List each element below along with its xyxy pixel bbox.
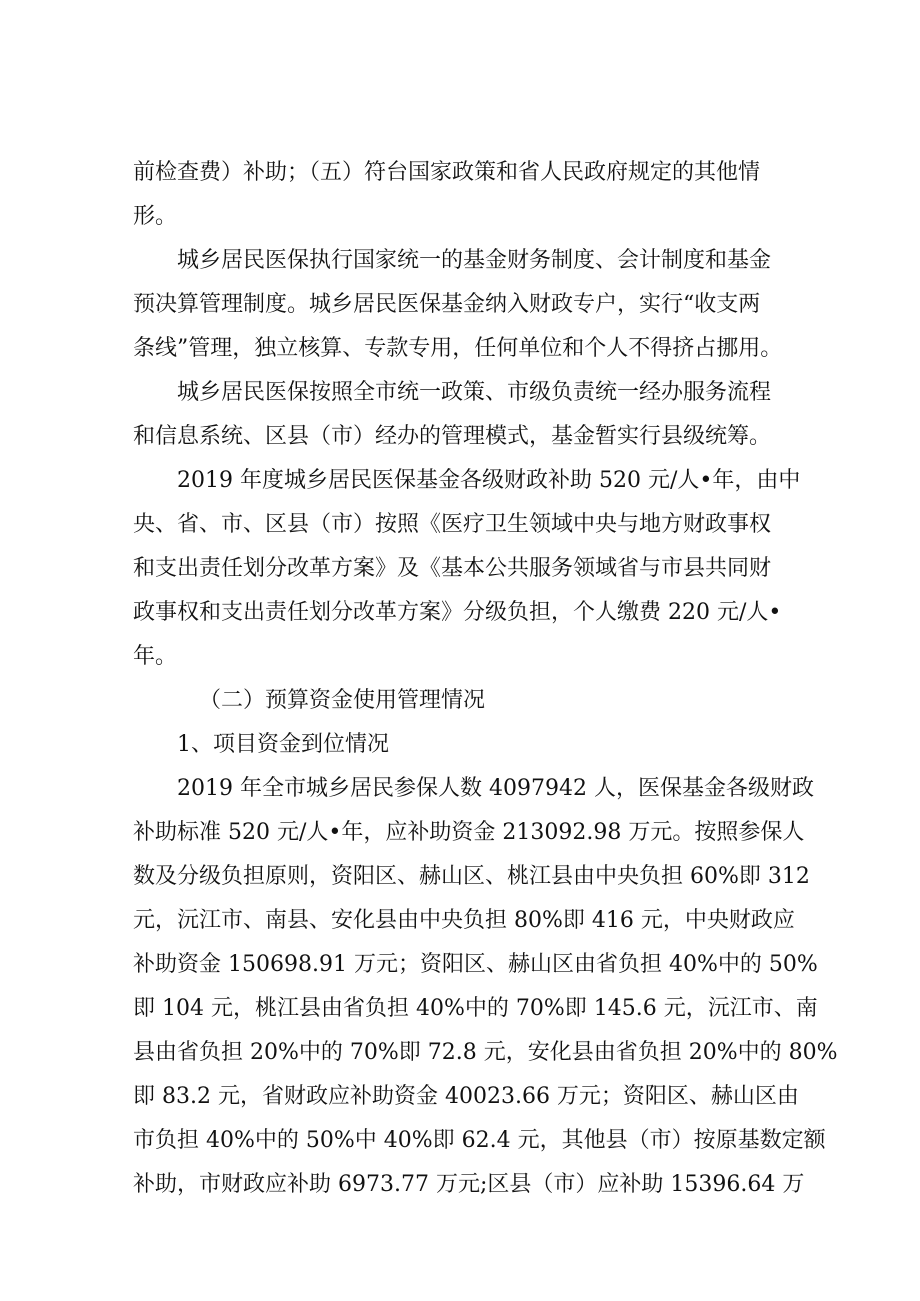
body-text-line: 县由省负担 20%中的 70%即 72.8 元，安化县由省负担 20%中的 80% — [133, 1040, 838, 1065]
section-heading: （二）预算资金使用管理情况 — [199, 688, 486, 713]
body-text-line: 前检查费）补助；（五）符台国家政策和省人民政府规定的其他情 — [133, 160, 761, 185]
subsection-heading: 1、项目资金到位情况 — [177, 732, 389, 757]
body-text-line: 补助标准 520 元/人•年，应补助资金 213092.98 万元。按照参保人 — [133, 820, 805, 845]
body-text-line: 条线”管理，独立核算、专款专用，任何单位和个人不得挤占挪用。 — [133, 336, 783, 361]
body-text-line: 即 104 元，桃江县由省负担 40%中的 70%即 145.6 元，沅江市、南 — [133, 996, 818, 1021]
body-text-line: 元，沅江市、南县、安化县由中央负担 80%即 416 元，中央财政应 — [133, 908, 795, 933]
body-text-line: 年。 — [133, 644, 178, 669]
body-text-line: 数及分级负担原则，资阳区、赫山区、桃江县由中央负担 60%即 312 — [133, 864, 810, 889]
body-text-line: 形。 — [133, 204, 178, 229]
body-text-line: 补助资金 150698.91 万元；资阳区、赫山区由省负担 40%中的 50% — [133, 952, 818, 977]
body-text-line: 政事权和支出责任划分改革方案》分级负担，个人缴费 220 元/人• — [133, 600, 782, 625]
paragraph-first-line: 2019 年度城乡居民医保基金各级财政补助 520 元/人•年，由中 — [177, 468, 801, 493]
body-text-line: 预决算管理制度。城乡居民医保基金纳入财政专户，实行“收支两 — [133, 292, 761, 317]
body-text-line: 和支出责任划分改革方案》及《基本公共服务领域省与市县共同财 — [133, 556, 772, 581]
body-text-line: 市负担 40%中的 50%中 40%即 62.4 元，其他县（市）按原基数定额 — [133, 1128, 826, 1153]
paragraph-first-line: 2019 年全市城乡居民参保人数 4097942 人，医保基金各级财政 — [177, 776, 814, 801]
body-text-line: 补助，市财政应补助 6973.77 万元;区县（市）应补助 15396.64 万 — [133, 1172, 805, 1197]
body-text-line: 央、省、市、区县（市）按照《医疗卫生领域中央与地方财政事权 — [133, 512, 772, 537]
paragraph-first-line: 城乡居民医保执行国家统一的基金财务制度、会计制度和基金 — [177, 248, 772, 273]
paragraph-first-line: 城乡居民医保按照全市统一政策、市级负责统一经办服务流程 — [177, 380, 772, 405]
body-text-line: 和信息系统、区县（市）经办的管理模式，基金暂实行县级统筹。 — [133, 424, 772, 449]
body-text-line: 即 83.2 元，省财政应补助资金 40023.66 万元；资阳区、赫山区由 — [133, 1084, 799, 1109]
